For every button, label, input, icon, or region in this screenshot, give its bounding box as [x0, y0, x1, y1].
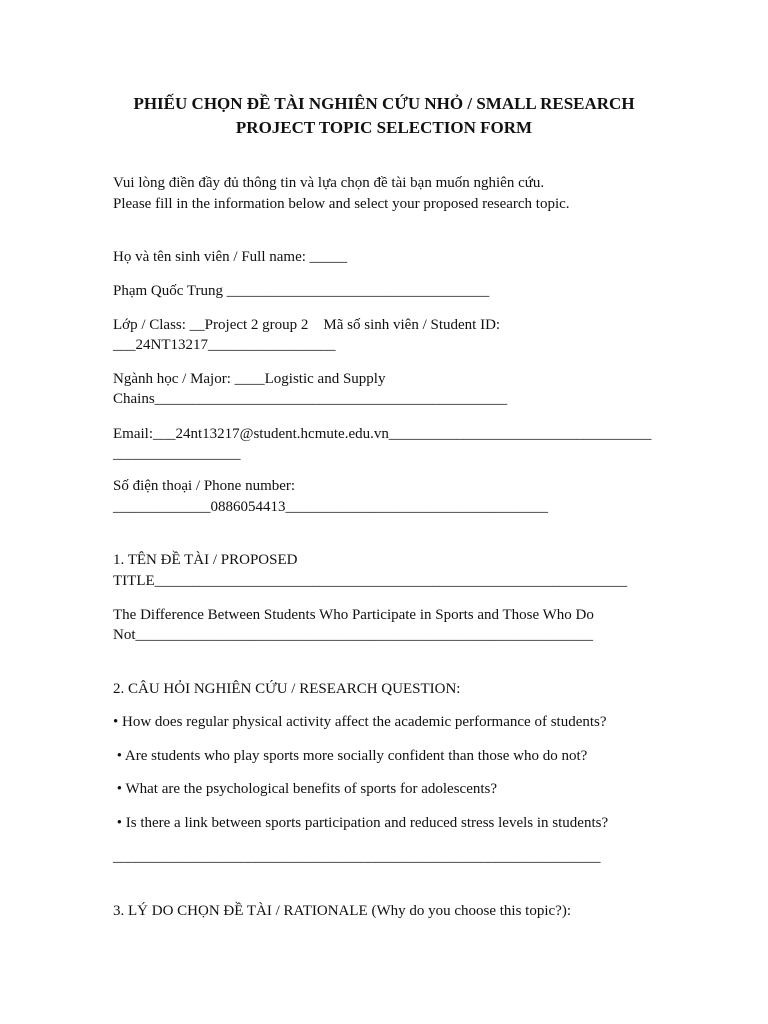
form-title-line-2: PROJECT TOPIC SELECTION FORM [235, 118, 533, 137]
section-1-heading-line-1: 1. TÊN ĐỀ TÀI / PROPOSED [113, 552, 298, 568]
form-title-line-1: PHIẾU CHỌN ĐỀ TÀI NGHIÊN CỨU NHỎ / SMALL RESEARCH [133, 94, 635, 113]
major-line-1: Ngành học / Major: ____Logistic and Supply [113, 371, 386, 387]
section-2-heading: 2. CÂU HỎI NGHIÊN CỨU / RESEARCH QUESTION: [113, 681, 461, 697]
class-student-id-line-2: ___24NT13217_________________ [113, 337, 336, 353]
research-question-item: • What are the psychological benefits of sports for adolescents? [113, 781, 498, 797]
full-name-label: Họ và tên sinh viên / Full name: _____ [113, 249, 348, 265]
phone-line-1: Số điện thoại / Phone number: [113, 478, 296, 494]
section-2-answer-rule: _________________________________________________________________ [113, 849, 601, 865]
full-name-value: Phạm Quốc Trung ___________________________________ [113, 283, 490, 299]
major-line-2: Chains_______________________________________________ [113, 391, 508, 407]
research-question-item: • How does regular physical activity affect the academic performance of students? [113, 714, 607, 730]
proposed-title-line-2: Not_____________________________________________________________ [113, 627, 593, 643]
intro-vietnamese: Vui lòng điền đầy đủ thông tin và lựa chọn đề tài bạn muốn nghiên cứu. [113, 175, 545, 191]
section-1-heading-line-2: TITLE_______________________________________________________________ [113, 573, 628, 589]
research-question-item: • Are students who play sports more socially confident than those who do not? [113, 748, 588, 764]
intro-english: Please fill in the information below and select your proposed research topic. [113, 196, 570, 212]
proposed-title-line-1: The Difference Between Students Who Participate in Sports and Those Who Do [113, 607, 594, 623]
email-line-2: _________________ [113, 446, 241, 462]
class-student-id-line-1: Lớp / Class: __Project 2 group 2 Mã số sinh viên / Student ID: [113, 317, 501, 333]
section-3-heading: 3. LÝ DO CHỌN ĐỀ TÀI / RATIONALE (Why do you choose this topic?): [113, 903, 571, 919]
phone-line-2: _____________0886054413___________________________________ [113, 499, 548, 515]
research-question-item: • Is there a link between sports participation and reduced stress levels in students? [113, 815, 609, 831]
email-line-1: Email:___24nt13217@student.hcmute.edu.vn___________________________________ [113, 426, 652, 442]
